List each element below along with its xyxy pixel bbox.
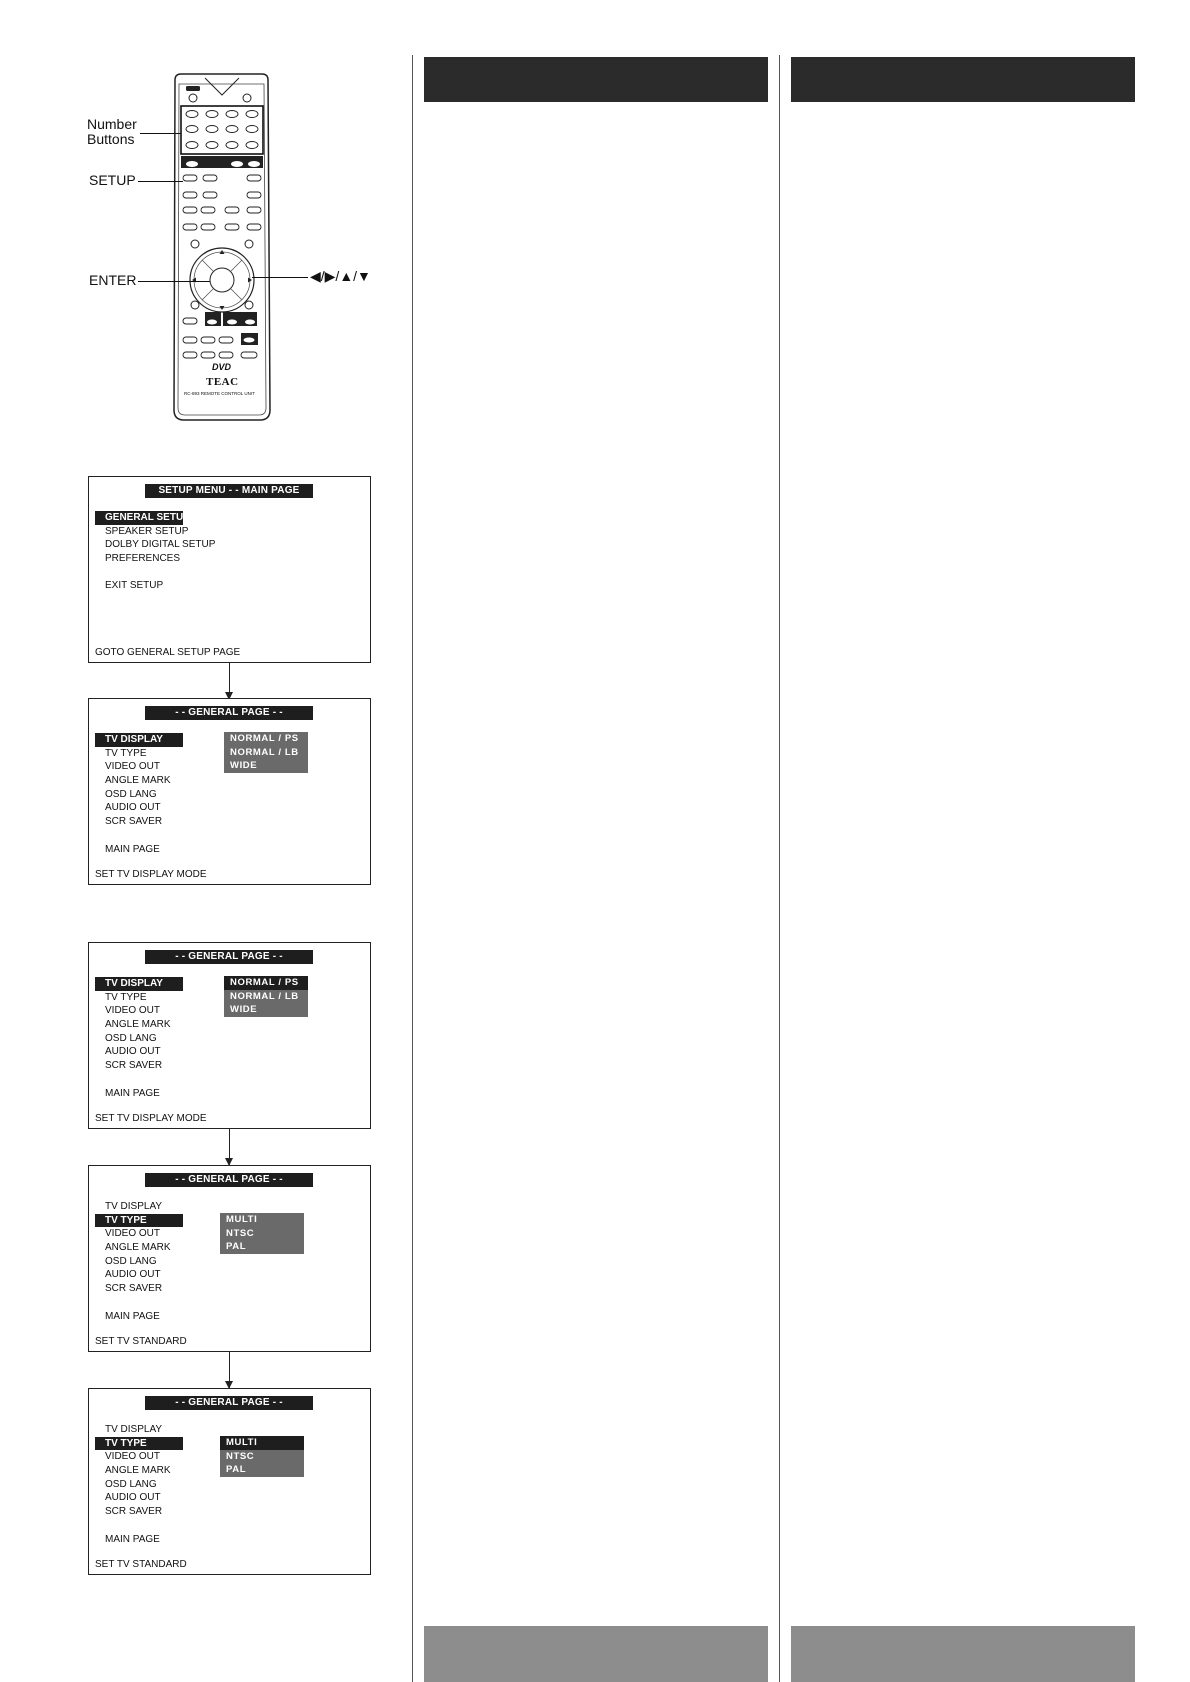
column-header-bar-middle [424, 57, 768, 102]
menu-item-osd-lang[interactable]: OSD LANG [105, 1032, 157, 1044]
screen-title: - - GENERAL PAGE - - [145, 1173, 313, 1187]
option-ntsc[interactable]: NTSC [226, 1227, 255, 1239]
menu-item-main-page[interactable]: MAIN PAGE [105, 1533, 160, 1545]
option-list [220, 1436, 304, 1477]
callout-line-arrows [252, 277, 308, 278]
screen-title: - - GENERAL PAGE - - [145, 706, 313, 720]
option-normal-ps[interactable]: NORMAL / PS [224, 976, 308, 990]
callout-line-setup [138, 181, 183, 182]
remote-model: RC-893 REMOTE CONTROL UNIT [184, 391, 255, 396]
callout-arrows: ◀/▶/▲/▼ [310, 268, 371, 284]
remote-logo: DVD [212, 362, 232, 372]
general-page-screen-tv-display [88, 698, 371, 885]
remote-brand: TEAC [206, 376, 239, 388]
menu-item-video-out[interactable]: VIDEO OUT [105, 1451, 161, 1463]
menu-list [95, 1423, 195, 1546]
general-page-screen-tv-display-option [88, 942, 371, 1129]
column-divider-right [779, 55, 780, 1682]
flow-arrow-2 [229, 1129, 230, 1165]
option-list [224, 732, 308, 773]
callout-number-buttons [87, 117, 137, 147]
menu-item-video-out[interactable]: VIDEO OUT [105, 1005, 161, 1017]
menu-item-speaker-setup[interactable]: SPEAKER SETUP [105, 525, 189, 537]
menu-item-tv-type[interactable]: TV TYPE [95, 1214, 183, 1228]
option-pal[interactable]: PAL [226, 1464, 247, 1476]
option-normal-ps[interactable]: NORMAL / PS [230, 733, 299, 744]
option-normal-lb[interactable]: NORMAL / LB [230, 990, 299, 1002]
status-text: GOTO GENERAL SETUP PAGE [95, 647, 241, 658]
menu-spacer [95, 829, 195, 843]
flow-arrow-1 [229, 663, 230, 699]
menu-spacer [95, 1519, 195, 1533]
menu-item-osd-lang[interactable]: OSD LANG [105, 1478, 157, 1490]
flow-arrow-3 [229, 1352, 230, 1388]
menu-item-angle-mark[interactable]: ANGLE MARK [105, 1242, 171, 1254]
menu-item-audio-out[interactable]: AUDIO OUT [105, 802, 161, 814]
menu-item-tv-type[interactable]: TV TYPE [105, 747, 147, 759]
status-text: SET TV STANDARD [95, 1559, 187, 1570]
menu-item-dolby-digital-setup[interactable]: DOLBY DIGITAL SETUP [105, 539, 216, 551]
column-footer-bar-right [791, 1626, 1135, 1682]
menu-list [95, 733, 195, 856]
option-wide[interactable]: WIDE [230, 1004, 258, 1016]
menu-item-scr-saver[interactable]: SCR SAVER [105, 1506, 163, 1518]
menu-item-tv-type[interactable]: TV TYPE [95, 1437, 183, 1451]
menu-item-video-out[interactable]: VIDEO OUT [105, 761, 161, 773]
screen-title: - - GENERAL PAGE - - [145, 1396, 313, 1410]
menu-item-angle-mark[interactable]: ANGLE MARK [105, 1465, 171, 1477]
callout-line-number-buttons [140, 133, 181, 134]
menu-item-exit-setup[interactable]: EXIT SETUP [105, 580, 164, 592]
menu-list [95, 977, 195, 1100]
setup-main-page-screen [88, 476, 371, 663]
remote-illustration [0, 0, 412, 440]
menu-item-scr-saver[interactable]: SCR SAVER [105, 816, 163, 828]
menu-item-osd-lang[interactable]: OSD LANG [105, 1255, 157, 1267]
remote-control-image [0, 0, 412, 440]
option-multi[interactable]: MULTI [220, 1436, 304, 1450]
status-text: SET TV DISPLAY MODE [95, 1113, 207, 1124]
menu-item-audio-out[interactable]: AUDIO OUT [105, 1269, 161, 1281]
screen-title: - - GENERAL PAGE - - [145, 950, 313, 964]
option-ntsc[interactable]: NTSC [226, 1450, 255, 1462]
menu-item-tv-display[interactable]: TV DISPLAY [95, 733, 183, 747]
menu-item-angle-mark[interactable]: ANGLE MARK [105, 775, 171, 787]
column-footer-bar-middle [424, 1626, 768, 1682]
menu-item-general-setup[interactable]: GENERAL SETUP [95, 511, 183, 525]
menu-item-tv-type[interactable]: TV TYPE [105, 991, 147, 1003]
callout-line-enter [138, 281, 210, 282]
menu-item-main-page[interactable]: MAIN PAGE [105, 843, 160, 855]
menu-list [95, 1200, 195, 1323]
option-multi[interactable]: MULTI [226, 1214, 258, 1225]
general-page-screen-tv-type [88, 1165, 371, 1352]
menu-item-scr-saver[interactable]: SCR SAVER [105, 1060, 163, 1072]
menu-spacer [95, 566, 195, 580]
menu-item-tv-display[interactable]: TV DISPLAY [95, 977, 183, 991]
menu-item-audio-out[interactable]: AUDIO OUT [105, 1492, 161, 1504]
callout-number-buttons-line2: Buttons [87, 131, 135, 147]
screen-title: SETUP MENU - - MAIN PAGE [145, 484, 313, 498]
menu-item-main-page[interactable]: MAIN PAGE [105, 1310, 160, 1322]
menu-list [95, 511, 216, 593]
menu-spacer [95, 1296, 195, 1310]
menu-item-osd-lang[interactable]: OSD LANG [105, 788, 157, 800]
menu-item-angle-mark[interactable]: ANGLE MARK [105, 1019, 171, 1031]
column-divider-left [412, 55, 413, 1682]
callout-enter: ENTER [89, 272, 137, 288]
menu-item-preferences[interactable]: PREFERENCES [105, 553, 181, 565]
callout-number-buttons-line1: Number [87, 116, 137, 132]
menu-item-tv-display[interactable]: TV DISPLAY [105, 1424, 163, 1435]
menu-item-main-page[interactable]: MAIN PAGE [105, 1087, 160, 1099]
menu-spacer [95, 1073, 195, 1087]
option-normal-lb[interactable]: NORMAL / LB [230, 746, 299, 758]
option-list [220, 1213, 304, 1254]
option-list [224, 976, 308, 1017]
column-header-bar-right [791, 57, 1135, 102]
status-text: SET TV DISPLAY MODE [95, 869, 207, 880]
callout-setup: SETUP [89, 172, 136, 188]
menu-item-scr-saver[interactable]: SCR SAVER [105, 1283, 163, 1295]
general-page-screen-tv-type-option [88, 1388, 371, 1575]
option-wide[interactable]: WIDE [230, 760, 258, 772]
option-pal[interactable]: PAL [226, 1241, 247, 1253]
status-text: SET TV STANDARD [95, 1336, 187, 1347]
menu-item-video-out[interactable]: VIDEO OUT [105, 1228, 161, 1240]
menu-item-tv-display[interactable]: TV DISPLAY [105, 1201, 163, 1212]
menu-item-audio-out[interactable]: AUDIO OUT [105, 1046, 161, 1058]
